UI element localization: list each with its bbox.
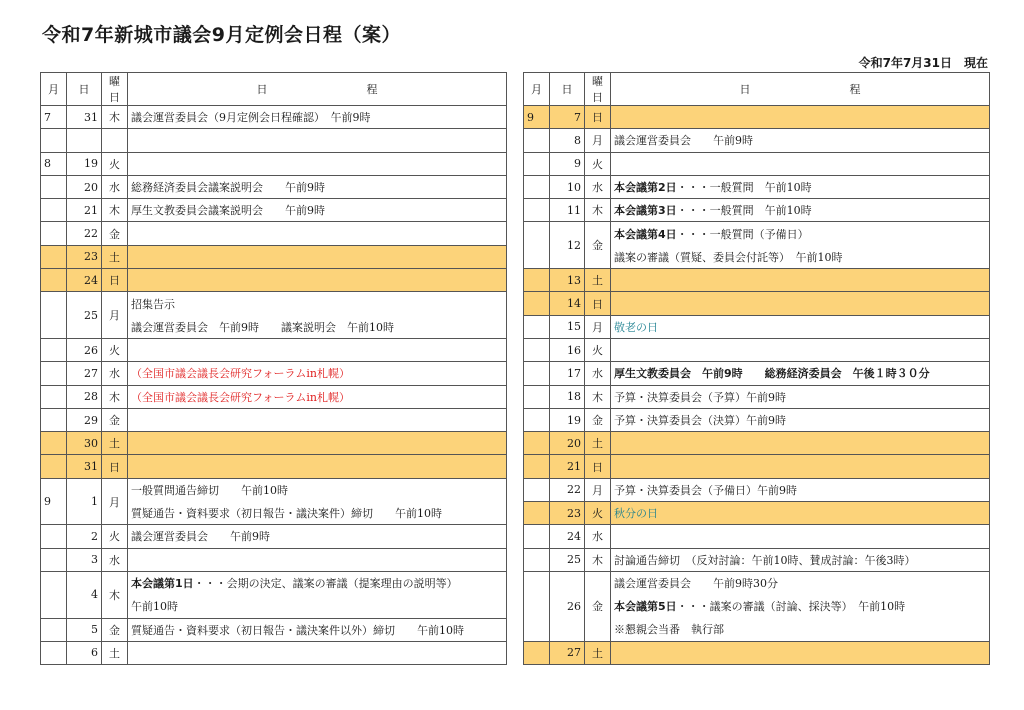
cell-weekday: 金 <box>102 222 128 245</box>
cell-month: 9 <box>524 106 550 129</box>
cell-schedule <box>611 199 990 222</box>
as-of-date: 令和7年7月31日 現在 <box>858 56 988 70</box>
cell-schedule <box>611 525 990 548</box>
schedule-text: 討論通告締切 （反対討論：午前10時、賛成討論：午後3時） <box>614 553 916 567</box>
cell-weekday: 火 <box>102 152 128 175</box>
header-month: 月 <box>41 73 67 106</box>
cell-weekday: 金 <box>585 408 611 431</box>
table-row <box>41 455 507 478</box>
cell-weekday: 金 <box>102 618 128 641</box>
cell-schedule <box>128 478 507 501</box>
table-row <box>524 269 990 292</box>
cell-month <box>524 338 550 361</box>
header-schedule: 日 程 <box>128 73 507 106</box>
page-title: 令和7年新城市議会9月定例会日程（案） <box>42 24 401 46</box>
cell-month <box>41 618 67 641</box>
cell-day: 20 <box>67 175 102 198</box>
cell-day: 9 <box>550 152 585 175</box>
header-weekday: 曜日 <box>585 73 611 106</box>
header-day: 日 <box>550 73 585 106</box>
cell-schedule <box>611 432 990 455</box>
cell-month <box>524 548 550 571</box>
cell-schedule <box>128 455 507 478</box>
schedule-text: 秋分の日 <box>614 507 658 521</box>
cell-schedule <box>128 245 507 268</box>
schedule-table-right <box>523 72 990 665</box>
header-month: 月 <box>524 73 550 106</box>
cell-month <box>41 222 67 245</box>
table-row <box>524 641 990 664</box>
cell-schedule <box>611 595 990 618</box>
table-row <box>41 641 507 664</box>
cell-schedule <box>611 315 990 338</box>
table-row <box>41 222 507 245</box>
cell-day: 25 <box>550 548 585 571</box>
cell-weekday: 木 <box>585 199 611 222</box>
schedule-text: 質疑通告・資料要求（初日報告・議決案件）締切 午前10時 <box>131 506 442 520</box>
cell-month <box>524 455 550 478</box>
table-row <box>41 362 507 385</box>
cell-schedule <box>128 385 507 408</box>
cell-month <box>524 152 550 175</box>
cell-weekday: 水 <box>585 362 611 385</box>
cell-schedule <box>611 152 990 175</box>
cell-month <box>41 129 67 152</box>
table-row <box>41 385 507 408</box>
cell-day: 24 <box>67 269 102 292</box>
table-row <box>524 432 990 455</box>
table-row <box>41 338 507 361</box>
cell-weekday: 土 <box>102 432 128 455</box>
schedule-text: 議会運営委員会 午前9時 <box>614 134 753 148</box>
schedule-text: ・・・一般質問 午前10時 <box>676 181 812 195</box>
cell-month <box>41 432 67 455</box>
table-row <box>524 292 990 315</box>
table-row <box>41 269 507 292</box>
cell-day: 22 <box>67 222 102 245</box>
cell-day: 12 <box>550 222 585 269</box>
schedule-text: 議会運営委員会 午前9時 <box>131 530 270 544</box>
cell-month <box>524 385 550 408</box>
cell-month <box>41 455 67 478</box>
cell-schedule <box>128 502 507 525</box>
cell-day: 25 <box>67 292 102 339</box>
schedule-text: 予算・決算委員会（予備日）午前9時 <box>614 483 797 497</box>
cell-weekday: 木 <box>585 548 611 571</box>
table-row <box>41 618 507 641</box>
cell-month <box>41 641 67 664</box>
table-row <box>524 385 990 408</box>
cell-schedule <box>611 455 990 478</box>
schedule-text: 午前10時 <box>131 600 178 614</box>
table-row <box>524 222 990 245</box>
cell-day: 23 <box>67 245 102 268</box>
cell-day: 31 <box>67 455 102 478</box>
cell-day: 6 <box>67 641 102 664</box>
cell-schedule <box>128 525 507 548</box>
cell-day: 16 <box>550 338 585 361</box>
schedule-text: 一般質問通告締切 午前10時 <box>131 484 288 498</box>
cell-month <box>41 269 67 292</box>
schedule-text: （全国市議会議長会研究フォーラムin札幌） <box>131 367 350 381</box>
cell-schedule <box>611 338 990 361</box>
cell-month <box>524 571 550 641</box>
cell-schedule <box>128 432 507 455</box>
cell-day: 27 <box>550 641 585 664</box>
cell-weekday: 水 <box>585 175 611 198</box>
schedule-text: ・・・一般質問 午前10時 <box>676 204 812 218</box>
cell-day: 19 <box>67 152 102 175</box>
cell-month: 9 <box>41 478 67 525</box>
cell-month <box>524 199 550 222</box>
table-row <box>41 129 507 152</box>
cell-weekday: 木 <box>102 571 128 618</box>
cell-weekday: 月 <box>585 315 611 338</box>
cell-weekday: 月 <box>102 292 128 339</box>
cell-schedule <box>128 152 507 175</box>
table-row <box>524 106 990 129</box>
cell-month <box>524 269 550 292</box>
cell-month <box>524 502 550 525</box>
cell-weekday: 火 <box>585 338 611 361</box>
cell-month <box>524 478 550 501</box>
schedule-text: 議会運営委員会 午前9時 議案説明会 午前10時 <box>131 320 394 334</box>
cell-schedule <box>611 362 990 385</box>
table-row <box>524 408 990 431</box>
schedule-text: ・・・会期の決定、議案の審議（提案理由の説明等） <box>193 577 458 591</box>
table-row <box>524 455 990 478</box>
header-day: 日 <box>67 73 102 106</box>
cell-weekday: 水 <box>102 548 128 571</box>
table-row <box>524 525 990 548</box>
schedule-text: 厚生文教委員会議案説明会 午前9時 <box>131 204 325 218</box>
cell-weekday: 火 <box>585 152 611 175</box>
cell-schedule <box>611 175 990 198</box>
cell-day: 23 <box>550 502 585 525</box>
cell-schedule <box>128 222 507 245</box>
cell-weekday: 土 <box>585 641 611 664</box>
schedule-text: （全国市議会議長会研究フォーラムin札幌） <box>131 390 350 404</box>
table-row <box>41 408 507 431</box>
cell-weekday: 日 <box>585 455 611 478</box>
cell-month <box>41 338 67 361</box>
table-row <box>524 571 990 594</box>
table-row <box>41 106 507 129</box>
cell-month <box>41 199 67 222</box>
schedule-text: 予算・決算委員会（決算）午前9時 <box>614 414 786 427</box>
cell-day: 1 <box>67 478 102 525</box>
cell-month <box>41 408 67 431</box>
cell-weekday: 木 <box>102 106 128 129</box>
schedule-text: ※懇親会当番 執行部 <box>614 623 724 637</box>
cell-weekday: 金 <box>102 408 128 431</box>
schedule-text: 議会運営委員会（9月定例会日程確認） 午前9時 <box>131 111 371 125</box>
cell-schedule <box>128 548 507 571</box>
cell-day: 31 <box>67 106 102 129</box>
cell-schedule <box>128 315 507 338</box>
cell-day: 7 <box>550 106 585 129</box>
cell-day: 20 <box>550 432 585 455</box>
cell-schedule <box>611 502 990 525</box>
cell-schedule <box>611 571 990 594</box>
cell-weekday: 火 <box>102 525 128 548</box>
header-row <box>524 73 990 106</box>
cell-month <box>524 641 550 664</box>
cell-weekday: 木 <box>102 199 128 222</box>
cell-month: 8 <box>41 152 67 175</box>
cell-month <box>524 175 550 198</box>
table-row <box>524 502 990 525</box>
cell-month <box>41 175 67 198</box>
cell-schedule <box>128 362 507 385</box>
cell-day: 19 <box>550 408 585 431</box>
table-row <box>41 199 507 222</box>
schedule-text: 議案の審議（質疑、委員会付託等） 午前10時 <box>614 250 843 264</box>
cell-schedule <box>611 548 990 571</box>
cell-weekday: 水 <box>585 525 611 548</box>
cell-schedule <box>611 292 990 315</box>
cell-schedule <box>128 338 507 361</box>
cell-day: 4 <box>67 571 102 618</box>
table-row <box>41 432 507 455</box>
cell-day: 22 <box>550 478 585 501</box>
schedule-text-bold: 本会議第3日 <box>614 204 677 218</box>
schedule-text-bold: 本会議第5日 <box>614 600 677 614</box>
schedule-text-bold: 本会議第4日 <box>614 227 677 241</box>
cell-day: 5 <box>67 618 102 641</box>
cell-weekday: 日 <box>585 292 611 315</box>
cell-month <box>524 222 550 269</box>
cell-month <box>41 571 67 618</box>
schedule-text: 予算・決算委員会（予算）午前9時 <box>614 390 786 404</box>
cell-day: 21 <box>550 455 585 478</box>
table-row <box>41 548 507 571</box>
cell-weekday: 水 <box>102 362 128 385</box>
cell-weekday: 日 <box>102 455 128 478</box>
table-row <box>524 152 990 175</box>
cell-month <box>524 432 550 455</box>
header-weekday: 曜日 <box>102 73 128 106</box>
table-row <box>41 175 507 198</box>
cell-weekday: 火 <box>102 338 128 361</box>
cell-month <box>524 292 550 315</box>
cell-day: 2 <box>67 525 102 548</box>
cell-schedule <box>611 478 990 501</box>
schedule-text-bold: 本会議第2日 <box>614 181 677 195</box>
cell-weekday: 土 <box>585 269 611 292</box>
cell-schedule <box>128 129 507 152</box>
cell-day: 26 <box>550 571 585 641</box>
table-row <box>41 525 507 548</box>
schedule-text-bold: 本会議第1日 <box>131 577 194 591</box>
cell-month <box>524 408 550 431</box>
cell-weekday: 水 <box>102 175 128 198</box>
cell-weekday: 日 <box>102 269 128 292</box>
table-row <box>41 245 507 268</box>
cell-day: 15 <box>550 315 585 338</box>
schedule-text: 厚生文教委員会 午前9時 総務経済委員会 午後１時３０分 <box>614 367 930 381</box>
cell-month <box>41 245 67 268</box>
cell-schedule <box>611 269 990 292</box>
table-row <box>41 292 507 315</box>
cell-day: 27 <box>67 362 102 385</box>
cell-day: 17 <box>550 362 585 385</box>
cell-day: 14 <box>550 292 585 315</box>
cell-month <box>41 385 67 408</box>
cell-schedule <box>128 292 507 315</box>
cell-schedule <box>611 129 990 152</box>
cell-schedule <box>611 385 990 408</box>
cell-month <box>41 548 67 571</box>
cell-schedule <box>611 408 990 431</box>
schedule-text: 総務経済委員会議案説明会 午前9時 <box>131 181 325 195</box>
cell-schedule <box>128 618 507 641</box>
cell-weekday: 月 <box>102 478 128 525</box>
cell-day <box>67 129 102 152</box>
cell-weekday: 金 <box>585 222 611 269</box>
cell-day: 28 <box>67 385 102 408</box>
cell-month <box>41 362 67 385</box>
cell-schedule <box>128 641 507 664</box>
cell-schedule <box>128 595 507 618</box>
table-row <box>524 338 990 361</box>
cell-schedule <box>128 269 507 292</box>
cell-schedule <box>128 571 507 594</box>
cell-day: 8 <box>550 129 585 152</box>
cell-day: 10 <box>550 175 585 198</box>
cell-weekday: 土 <box>585 432 611 455</box>
header-schedule: 日 程 <box>611 73 990 106</box>
cell-day: 30 <box>67 432 102 455</box>
schedule-text: ・・・議案の審議（討論、採決等） 午前10時 <box>676 600 906 614</box>
cell-weekday: 月 <box>585 478 611 501</box>
schedule-text: ・・・一般質問（予備日） <box>676 227 809 241</box>
cell-schedule <box>128 408 507 431</box>
cell-day: 21 <box>67 199 102 222</box>
cell-schedule <box>128 199 507 222</box>
table-row <box>524 175 990 198</box>
cell-weekday: 金 <box>585 571 611 641</box>
table-row <box>524 315 990 338</box>
table-row <box>524 478 990 501</box>
schedule-text: 敬老の日 <box>614 320 658 334</box>
table-row <box>41 478 507 501</box>
cell-month <box>524 315 550 338</box>
cell-month <box>524 362 550 385</box>
table-row <box>524 199 990 222</box>
cell-day: 3 <box>67 548 102 571</box>
cell-day: 11 <box>550 199 585 222</box>
cell-schedule <box>611 106 990 129</box>
cell-weekday: 日 <box>585 106 611 129</box>
cell-weekday: 火 <box>585 502 611 525</box>
cell-weekday: 月 <box>585 129 611 152</box>
cell-schedule <box>611 245 990 268</box>
cell-day: 29 <box>67 408 102 431</box>
cell-day: 18 <box>550 385 585 408</box>
cell-weekday: 木 <box>102 385 128 408</box>
schedule-text: 招集告示 <box>131 297 175 311</box>
cell-day: 13 <box>550 269 585 292</box>
schedule-text: 質疑通告・資料要求（初日報告・議決案件以外）締切 午前10時 <box>131 623 464 637</box>
table-row <box>524 548 990 571</box>
cell-schedule <box>128 175 507 198</box>
cell-month <box>524 129 550 152</box>
schedule-text: 議会運営委員会 午前9時30分 <box>614 577 778 591</box>
cell-weekday: 木 <box>585 385 611 408</box>
cell-weekday: 土 <box>102 245 128 268</box>
cell-month <box>524 525 550 548</box>
schedule-table-left <box>40 72 507 665</box>
cell-month <box>41 292 67 339</box>
cell-schedule <box>611 641 990 664</box>
cell-day: 26 <box>67 338 102 361</box>
cell-schedule <box>611 222 990 245</box>
table-row <box>41 152 507 175</box>
cell-month <box>41 525 67 548</box>
table-row <box>524 362 990 385</box>
table-row <box>41 571 507 594</box>
header-row <box>41 73 507 106</box>
cell-schedule <box>128 106 507 129</box>
cell-schedule <box>611 618 990 641</box>
cell-weekday <box>102 129 128 152</box>
cell-day: 24 <box>550 525 585 548</box>
cell-month: 7 <box>41 106 67 129</box>
table-row <box>524 129 990 152</box>
cell-weekday: 土 <box>102 641 128 664</box>
